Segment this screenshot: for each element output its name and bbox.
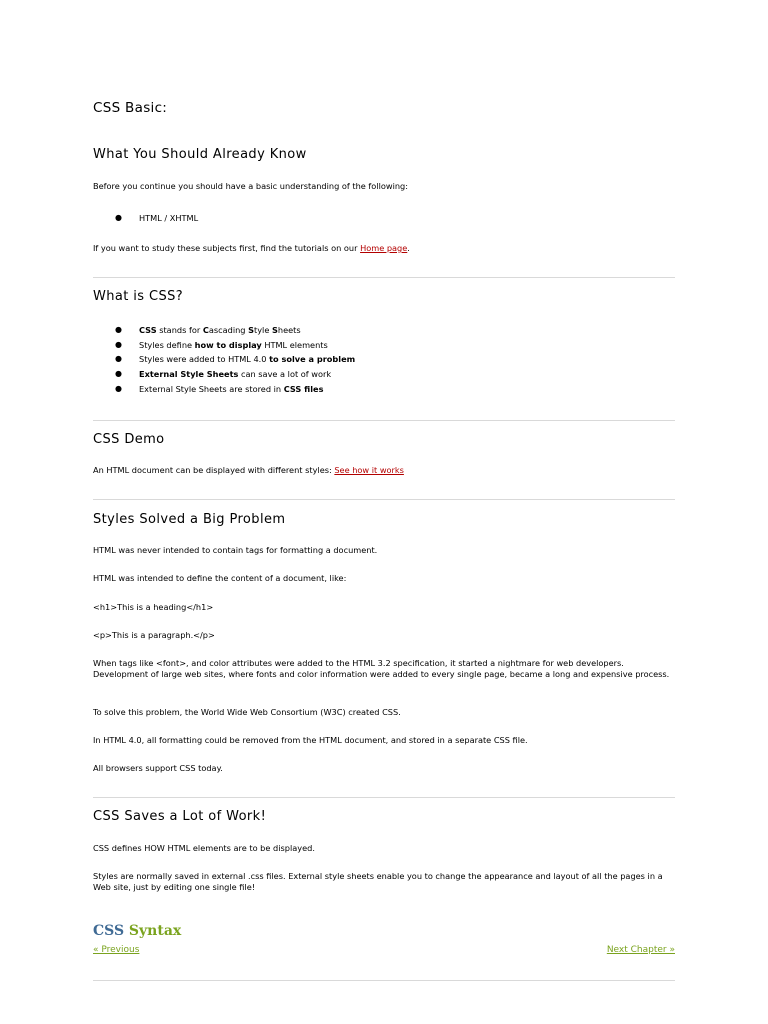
heading-already-know: What You Should Already Know xyxy=(93,147,307,162)
heading-css-demo: CSS Demo xyxy=(93,432,165,447)
code-example-paragraph: <p>This is a paragraph.</p> xyxy=(93,630,215,640)
demo-paragraph xyxy=(93,465,404,476)
bullet-icon: ● xyxy=(115,213,122,222)
heading-saves-work: CSS Saves a Lot of Work! xyxy=(93,809,267,824)
next-chapter-title-css: CSS xyxy=(93,923,125,939)
list-item-label: External Style Sheets are stored in CSS files xyxy=(139,384,324,394)
list-item-label: External Style Sheets can save a lot of work xyxy=(139,369,332,379)
problem-paragraph-6: To solve this problem, the World Wide Web Consortium (W3C) created CSS. xyxy=(93,707,401,717)
heading-big-problem: Styles Solved a Big Problem xyxy=(93,512,286,527)
list-item-label: Styles were added to HTML 4.0 to solve a problem xyxy=(139,354,356,364)
saves-paragraph-1: CSS defines HOW HTML elements are to be displayed. xyxy=(93,843,315,853)
saves-paragraph-2: Styles are normally saved in external .css files. External style sheets enable you to change the appearance and layout of all the pages in a Web site, just by editing one single file! xyxy=(93,871,663,892)
bullet-icon: ● xyxy=(115,340,122,349)
see-how-it-works-link[interactable]: See how it works xyxy=(334,465,404,475)
divider xyxy=(93,797,675,798)
bullet-icon: ● xyxy=(115,384,122,393)
bullet-icon: ● xyxy=(115,325,122,334)
problem-paragraph-5: When tags like <font>, and color attributes were added to the HTML 3.2 specification, it started a nightmare for web developers. Development of large web sites, where fonts and color information were added to every single page, became a long and expensive process. xyxy=(93,658,670,679)
list-item-label: HTML / XHTML xyxy=(139,213,199,223)
list-item-label: Styles define how to display HTML elements xyxy=(139,340,328,350)
next-chapter-link[interactable]: Next Chapter » xyxy=(606,945,675,955)
problem-paragraph-1: HTML was never intended to contain tags for formatting a document. xyxy=(93,545,378,555)
problem-paragraph-7: In HTML 4.0, all formatting could be removed from the HTML document, and stored in a separate CSS file. xyxy=(93,735,528,745)
divider xyxy=(93,980,675,981)
divider xyxy=(93,499,675,500)
divider xyxy=(93,420,675,421)
next-chapter-title[interactable] xyxy=(93,923,181,939)
list-item-label: CSS stands for Cascading Style Sheets xyxy=(139,325,301,335)
next-chapter-title-syntax: Syntax xyxy=(124,923,182,939)
heading-what-is-css: What is CSS? xyxy=(93,289,184,304)
bullet-icon: ● xyxy=(115,354,122,363)
home-page-link[interactable]: Home page xyxy=(360,243,408,253)
study-paragraph xyxy=(93,243,410,254)
problem-paragraph-8: All browsers support CSS today. xyxy=(93,763,223,773)
code-example-heading: <h1>This is a heading</h1> xyxy=(93,602,214,612)
study-text: If you want to study these subjects first, find the tutorials on our xyxy=(93,243,361,253)
problem-paragraph-2: HTML was intended to define the content of a document, like: xyxy=(93,573,347,583)
study-end: . xyxy=(407,243,410,253)
demo-text: An HTML document can be displayed with different styles: xyxy=(93,465,335,475)
know-intro: Before you continue you should have a basic understanding of the following: xyxy=(93,181,408,191)
previous-link[interactable]: « Previous xyxy=(93,945,140,955)
bullet-icon: ● xyxy=(115,369,122,378)
page-title: CSS Basic: xyxy=(93,100,168,116)
divider xyxy=(93,277,675,278)
